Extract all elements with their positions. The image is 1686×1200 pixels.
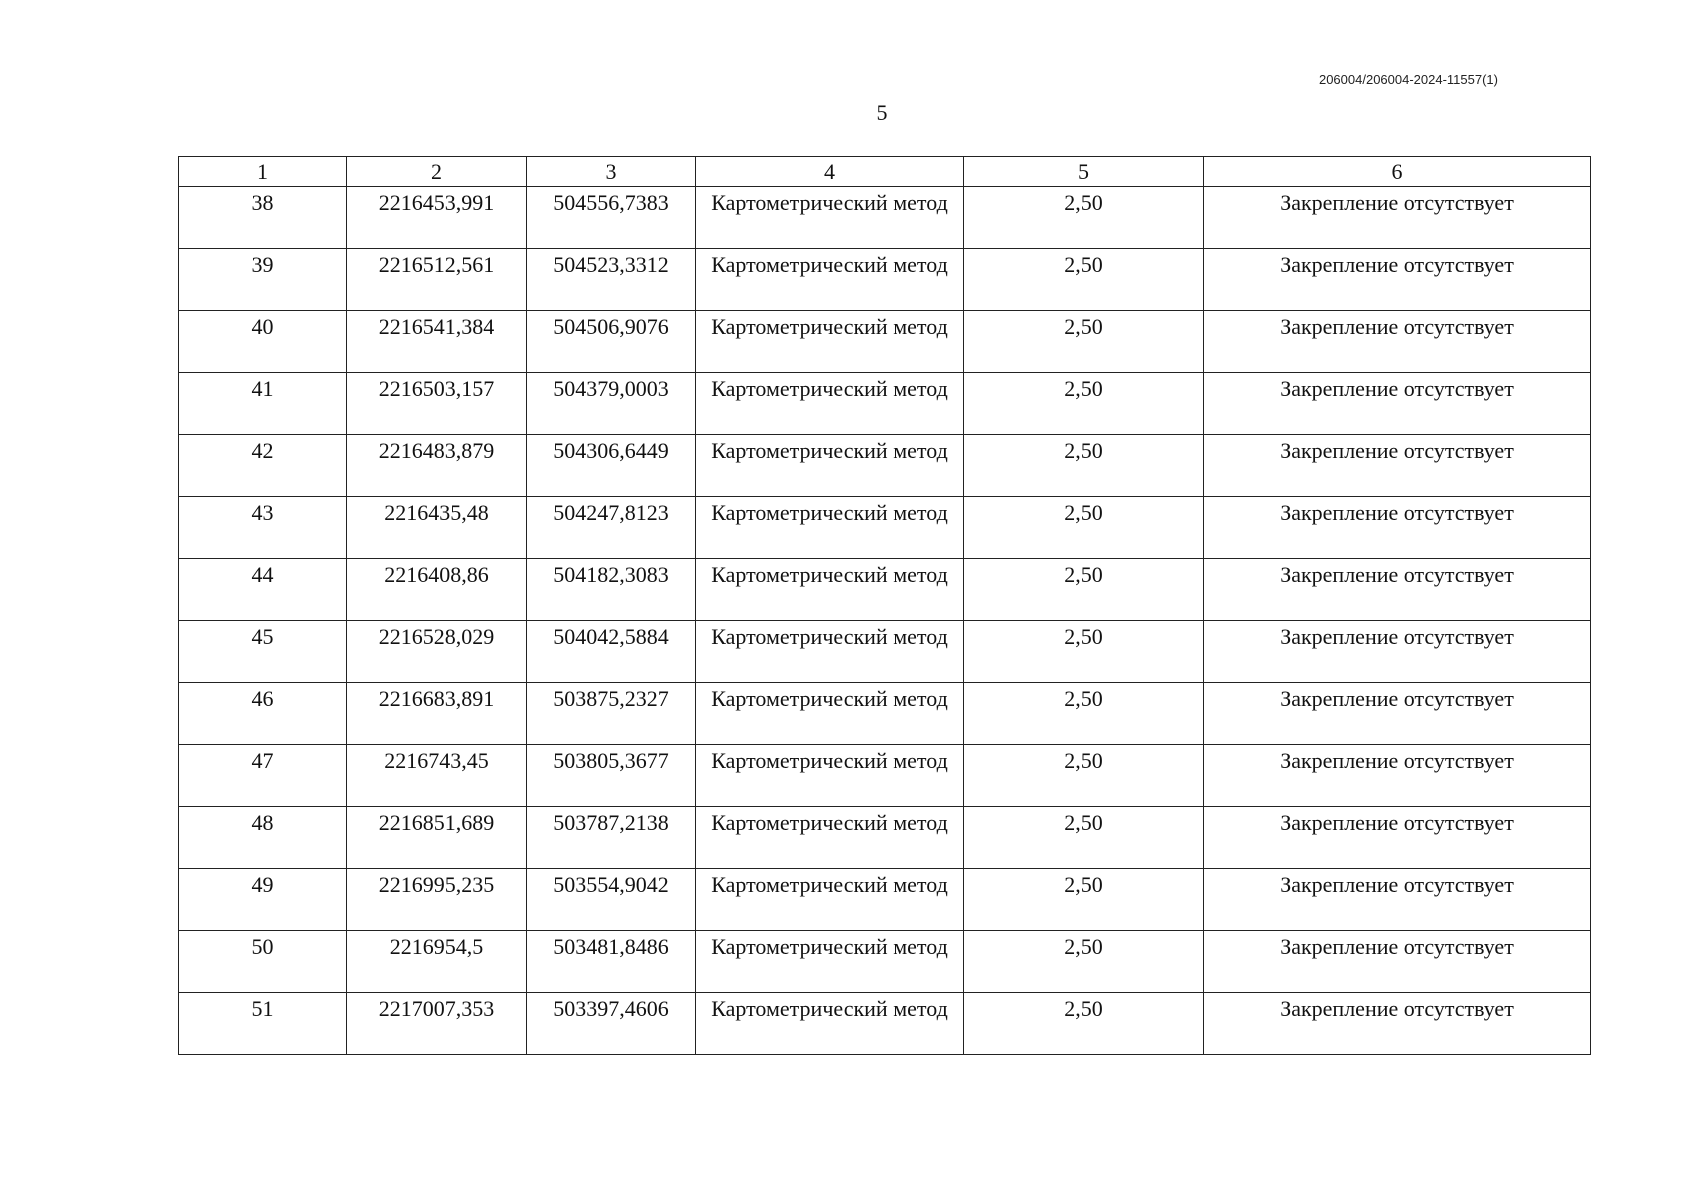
document-id: 206004/206004-2024-11557(1) — [1318, 72, 1498, 87]
method-cell: Картометрический метод — [696, 559, 964, 621]
table-row — [179, 807, 1591, 869]
y-coordinate-cell: 504247,8123 — [527, 497, 696, 559]
column-header: 5 — [964, 157, 1204, 187]
fixing-description-cell: Закрепление отсутствует — [1204, 621, 1591, 683]
x-coordinate-cell: 2216408,86 — [347, 559, 527, 621]
x-coordinate-cell: 2216995,235 — [347, 869, 527, 931]
point-number-cell: 49 — [179, 869, 347, 931]
method-cell: Картометрический метод — [696, 683, 964, 745]
fixing-description-cell: Закрепление отсутствует — [1204, 497, 1591, 559]
x-coordinate-cell: 2216435,48 — [347, 497, 527, 559]
accuracy-cell: 2,50 — [964, 683, 1204, 745]
fixing-description-cell: Закрепление отсутствует — [1204, 559, 1591, 621]
accuracy-cell: 2,50 — [964, 993, 1204, 1055]
table-row — [179, 931, 1591, 993]
table-row — [179, 621, 1591, 683]
column-header: 4 — [696, 157, 964, 187]
point-number-cell: 39 — [179, 249, 347, 311]
accuracy-cell: 2,50 — [964, 745, 1204, 807]
x-coordinate-cell: 2216483,879 — [347, 435, 527, 497]
method-cell: Картометрический метод — [696, 869, 964, 931]
fixing-description-cell: Закрепление отсутствует — [1204, 683, 1591, 745]
fixing-description-cell: Закрепление отсутствует — [1204, 745, 1591, 807]
accuracy-cell: 2,50 — [964, 187, 1204, 249]
accuracy-cell: 2,50 — [964, 559, 1204, 621]
x-coordinate-cell: 2216453,991 — [347, 187, 527, 249]
accuracy-cell: 2,50 — [964, 311, 1204, 373]
y-coordinate-cell: 503805,3677 — [527, 745, 696, 807]
method-cell: Картометрический метод — [696, 435, 964, 497]
method-cell: Картометрический метод — [696, 497, 964, 559]
y-coordinate-cell: 503875,2327 — [527, 683, 696, 745]
point-number-cell: 45 — [179, 621, 347, 683]
point-number-cell: 50 — [179, 931, 347, 993]
table-row — [179, 249, 1591, 311]
method-cell: Картометрический метод — [696, 745, 964, 807]
x-coordinate-cell: 2217007,353 — [347, 993, 527, 1055]
fixing-description-cell: Закрепление отсутствует — [1204, 807, 1591, 869]
point-number-cell: 48 — [179, 807, 347, 869]
point-number-cell: 43 — [179, 497, 347, 559]
point-number-cell: 46 — [179, 683, 347, 745]
table-header — [179, 157, 1591, 187]
method-cell: Картометрический метод — [696, 993, 964, 1055]
accuracy-cell: 2,50 — [964, 869, 1204, 931]
accuracy-cell: 2,50 — [964, 497, 1204, 559]
x-coordinate-cell: 2216528,029 — [347, 621, 527, 683]
y-coordinate-cell: 503397,4606 — [527, 993, 696, 1055]
y-coordinate-cell: 504306,6449 — [527, 435, 696, 497]
x-coordinate-cell: 2216683,891 — [347, 683, 527, 745]
fixing-description-cell: Закрепление отсутствует — [1204, 249, 1591, 311]
fixing-description-cell: Закрепление отсутствует — [1204, 931, 1591, 993]
page-number: 5 — [876, 100, 888, 125]
fixing-description-cell: Закрепление отсутствует — [1204, 869, 1591, 931]
header-row — [179, 157, 1591, 187]
coordinates-table — [178, 156, 1591, 1055]
fixing-description-cell: Закрепление отсутствует — [1204, 993, 1591, 1055]
table-row — [179, 311, 1591, 373]
table-row — [179, 745, 1591, 807]
fixing-description-cell: Закрепление отсутствует — [1204, 187, 1591, 249]
x-coordinate-cell: 2216954,5 — [347, 931, 527, 993]
y-coordinate-cell: 503787,2138 — [527, 807, 696, 869]
column-header: 1 — [179, 157, 347, 187]
table-row — [179, 187, 1591, 249]
accuracy-cell: 2,50 — [964, 807, 1204, 869]
table-row — [179, 869, 1591, 931]
point-number-cell: 47 — [179, 745, 347, 807]
y-coordinate-cell: 503554,9042 — [527, 869, 696, 931]
table-row — [179, 373, 1591, 435]
fixing-description-cell: Закрепление отсутствует — [1204, 311, 1591, 373]
y-coordinate-cell: 503481,8486 — [527, 931, 696, 993]
fixing-description-cell: Закрепление отсутствует — [1204, 373, 1591, 435]
y-coordinate-cell: 504523,3312 — [527, 249, 696, 311]
point-number-cell: 51 — [179, 993, 347, 1055]
point-number-cell: 38 — [179, 187, 347, 249]
method-cell: Картометрический метод — [696, 311, 964, 373]
accuracy-cell: 2,50 — [964, 373, 1204, 435]
method-cell: Картометрический метод — [696, 931, 964, 993]
method-cell: Картометрический метод — [696, 373, 964, 435]
accuracy-cell: 2,50 — [964, 435, 1204, 497]
method-cell: Картометрический метод — [696, 807, 964, 869]
fixing-description-cell: Закрепление отсутствует — [1204, 435, 1591, 497]
table-row — [179, 435, 1591, 497]
x-coordinate-cell: 2216743,45 — [347, 745, 527, 807]
y-coordinate-cell: 504556,7383 — [527, 187, 696, 249]
column-header: 6 — [1204, 157, 1591, 187]
x-coordinate-cell: 2216512,561 — [347, 249, 527, 311]
table-row — [179, 683, 1591, 745]
y-coordinate-cell: 504042,5884 — [527, 621, 696, 683]
accuracy-cell: 2,50 — [964, 931, 1204, 993]
method-cell: Картометрический метод — [696, 187, 964, 249]
table-body — [179, 187, 1591, 1055]
x-coordinate-cell: 2216851,689 — [347, 807, 527, 869]
point-number-cell: 40 — [179, 311, 347, 373]
point-number-cell: 42 — [179, 435, 347, 497]
x-coordinate-cell: 2216541,384 — [347, 311, 527, 373]
point-number-cell: 41 — [179, 373, 347, 435]
y-coordinate-cell: 504379,0003 — [527, 373, 696, 435]
column-header: 2 — [347, 157, 527, 187]
point-number-cell: 44 — [179, 559, 347, 621]
method-cell: Картометрический метод — [696, 249, 964, 311]
table-row — [179, 993, 1591, 1055]
column-header: 3 — [527, 157, 696, 187]
table-row — [179, 497, 1591, 559]
table-row — [179, 559, 1591, 621]
accuracy-cell: 2,50 — [964, 249, 1204, 311]
y-coordinate-cell: 504182,3083 — [527, 559, 696, 621]
accuracy-cell: 2,50 — [964, 621, 1204, 683]
x-coordinate-cell: 2216503,157 — [347, 373, 527, 435]
y-coordinate-cell: 504506,9076 — [527, 311, 696, 373]
method-cell: Картометрический метод — [696, 621, 964, 683]
